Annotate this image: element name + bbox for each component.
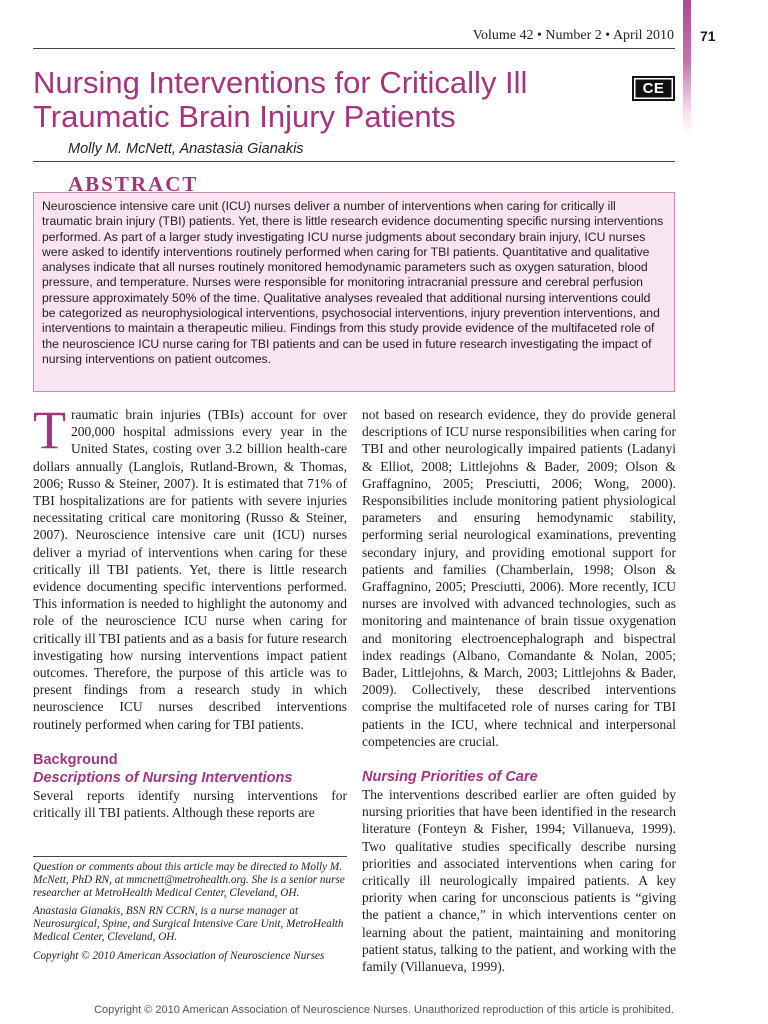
abstract-heading: ABSTRACT bbox=[68, 172, 199, 196]
priorities-paragraph: The interventions described earlier are often guided by nursing priorities that have been identified in the research literature (Fonteyn & Fisher, 1994; Villanueva, 1999). Two qualitative studies specifically describe nursing priorities and associated interventions when caring for critically ill neurologically impaired patients. A key priority when caring for unconscious patients is “giving the patient a chance,” in which interventions center on learning about the patient, maintaining and monitoring patient status, talking to the patient, and working with the family (Villanueva, 1999). bbox=[362, 787, 676, 975]
article-authors: Molly M. McNett, Anastasia Gianakis bbox=[68, 141, 304, 157]
descriptions-paragraph: Several reports identify nursing interventions for critically ill TBI patients. Although these reports are bbox=[33, 787, 347, 821]
author-footnotes bbox=[33, 856, 347, 969]
footnote-second-author: Anastasia Gianakis, BSN RN CCRN, is a nurse manager at Neurosurgical, Spine, and Surgical Intensive Care Unit, MetroHealth Medical Center, Cleveland, OH. bbox=[33, 905, 344, 943]
drop-cap: T bbox=[33, 400, 66, 460]
article-title-line-1: Nursing Interventions for Critically Ill bbox=[33, 65, 528, 100]
article-title bbox=[33, 66, 623, 134]
abstract-box bbox=[33, 192, 675, 392]
page-number: 71 bbox=[700, 28, 716, 44]
ce-badge: CE bbox=[632, 76, 675, 101]
intro-paragraph bbox=[33, 400, 347, 733]
right-column bbox=[362, 406, 676, 975]
page-copyright-notice: Copyright © 2010 American Association of Neuroscience Nurses. Unauthorized reproduction of this article is prohibited. bbox=[94, 1004, 674, 1016]
footnote-copyright: Copyright © 2010 American Association of Neuroscience Nurses bbox=[33, 949, 325, 962]
descriptions-heading: Descriptions of Nursing Interventions bbox=[33, 769, 293, 786]
intro-text: raumatic brain injuries (TBIs) account for over 200,000 hospital admissions every year in the United States, costing over 3.2 billion health-care dollars annually (Langlois, Rutland-Brown, & Thomas, 2006; Russo & Steiner, 2007). It is estimated that 71% of TBI hospitalizations are for patients with severe injuries necessitating critical care monitoring (Russo & Steiner, 2007). Neuroscience intensive care unit (ICU) nurses deliver a myriad of interventions when caring for these critically ill TBI patients. Yet, there is little research evidence documenting specific interventions performed. This information is needed to highlight the autonomy and role of the neuroscience ICU nurse when caring for critically ill TBI patients and as a basis for future research investigating how nursing interventions impact patient outcomes. Therefore, the purpose of this article was to present findings from a research study in which neuroscience ICU nurses described interventions routinely performed when caring for TBI patients. bbox=[33, 407, 347, 732]
decorative-edge-bar bbox=[683, 0, 691, 135]
journal-info: Volume 42 • Number 2 • April 2010 bbox=[472, 28, 674, 43]
author-divider bbox=[33, 161, 675, 162]
header-divider bbox=[33, 48, 675, 49]
left-column bbox=[33, 400, 347, 821]
priorities-heading: Nursing Priorities of Care bbox=[362, 769, 538, 786]
background-heading: Background bbox=[33, 751, 118, 768]
abstract-text: Neuroscience intensive care unit (ICU) nurses deliver a number of interventions when caring for critically ill traumatic brain injury (TBI) patients. Yet, there is little research evidence documenting specific nursing interventions performed. As part of a larger study investigating ICU nurse judgments about secondary brain injury, ICU nurses were asked to identify interventions routinely performed when caring for TBI patients. Quantitative and qualitative analyses indicate that all nurses routinely monitored hemodynamic parameters such as oxygen saturation, blood pressure, and temperature. Nurses were responsible for monitoring intracranial pressure and cerebral perfusion pressure approximately 50% of the time. Qualitative analyses revealed that additional nursing interventions could be categorized as neurophysiological interventions, psychosocial interventions, injury prevention interventions, and interventions to maintain a therapeutic milieu. Findings from this study provide evidence of the multifaceted role of the neuroscience ICU nurse caring for TBI patients and can be used in future research investigating the impact of nursing interventions on patient outcomes. bbox=[42, 199, 664, 366]
responsibilities-paragraph: not based on research evidence, they do provide general descriptions of ICU nurse responsibilities when caring for TBI and other neurologically impaired patients (Ladanyi & Elliot, 2008; Littlejohns & Bader, 2009; Olson & Graffagnino, 2005; Presciutti, 2006; Wong, 2000). Responsibilities include monitoring patient physiological parameters and ensuring hemodynamic stability, performing serial neurological examinations, preventing secondary injury, and providing emotional support for patients and families (Chamberlain, 1998; Olson & Graffagnino, 2005; Presciutti, 2006). More recently, ICU nurses are involved with advanced technologies, such as monitoring and maintenance of brain tissue oxygenation and monitoring electroencephalograph and bispectral index readings (Albano, Comandante & Nolan, 2005; Bader, Littlejohns, & March, 2003; Littlejohns & Bader, 2009). Collectively, these described interventions comprise the multifaceted role of nurses caring for TBI patients in the ICU, where technical and interpersonal competencies are crucial. bbox=[362, 407, 676, 749]
footnote-contact: Question or comments about this article may be directed to Molly M. McNett, PhD RN, at mmcnett@metrohealth.org. She is a senior nurse researcher at MetroHealth Medical Center, Cleveland, OH. bbox=[33, 861, 345, 899]
article-title-line-2: Traumatic Brain Injury Patients bbox=[33, 99, 456, 134]
